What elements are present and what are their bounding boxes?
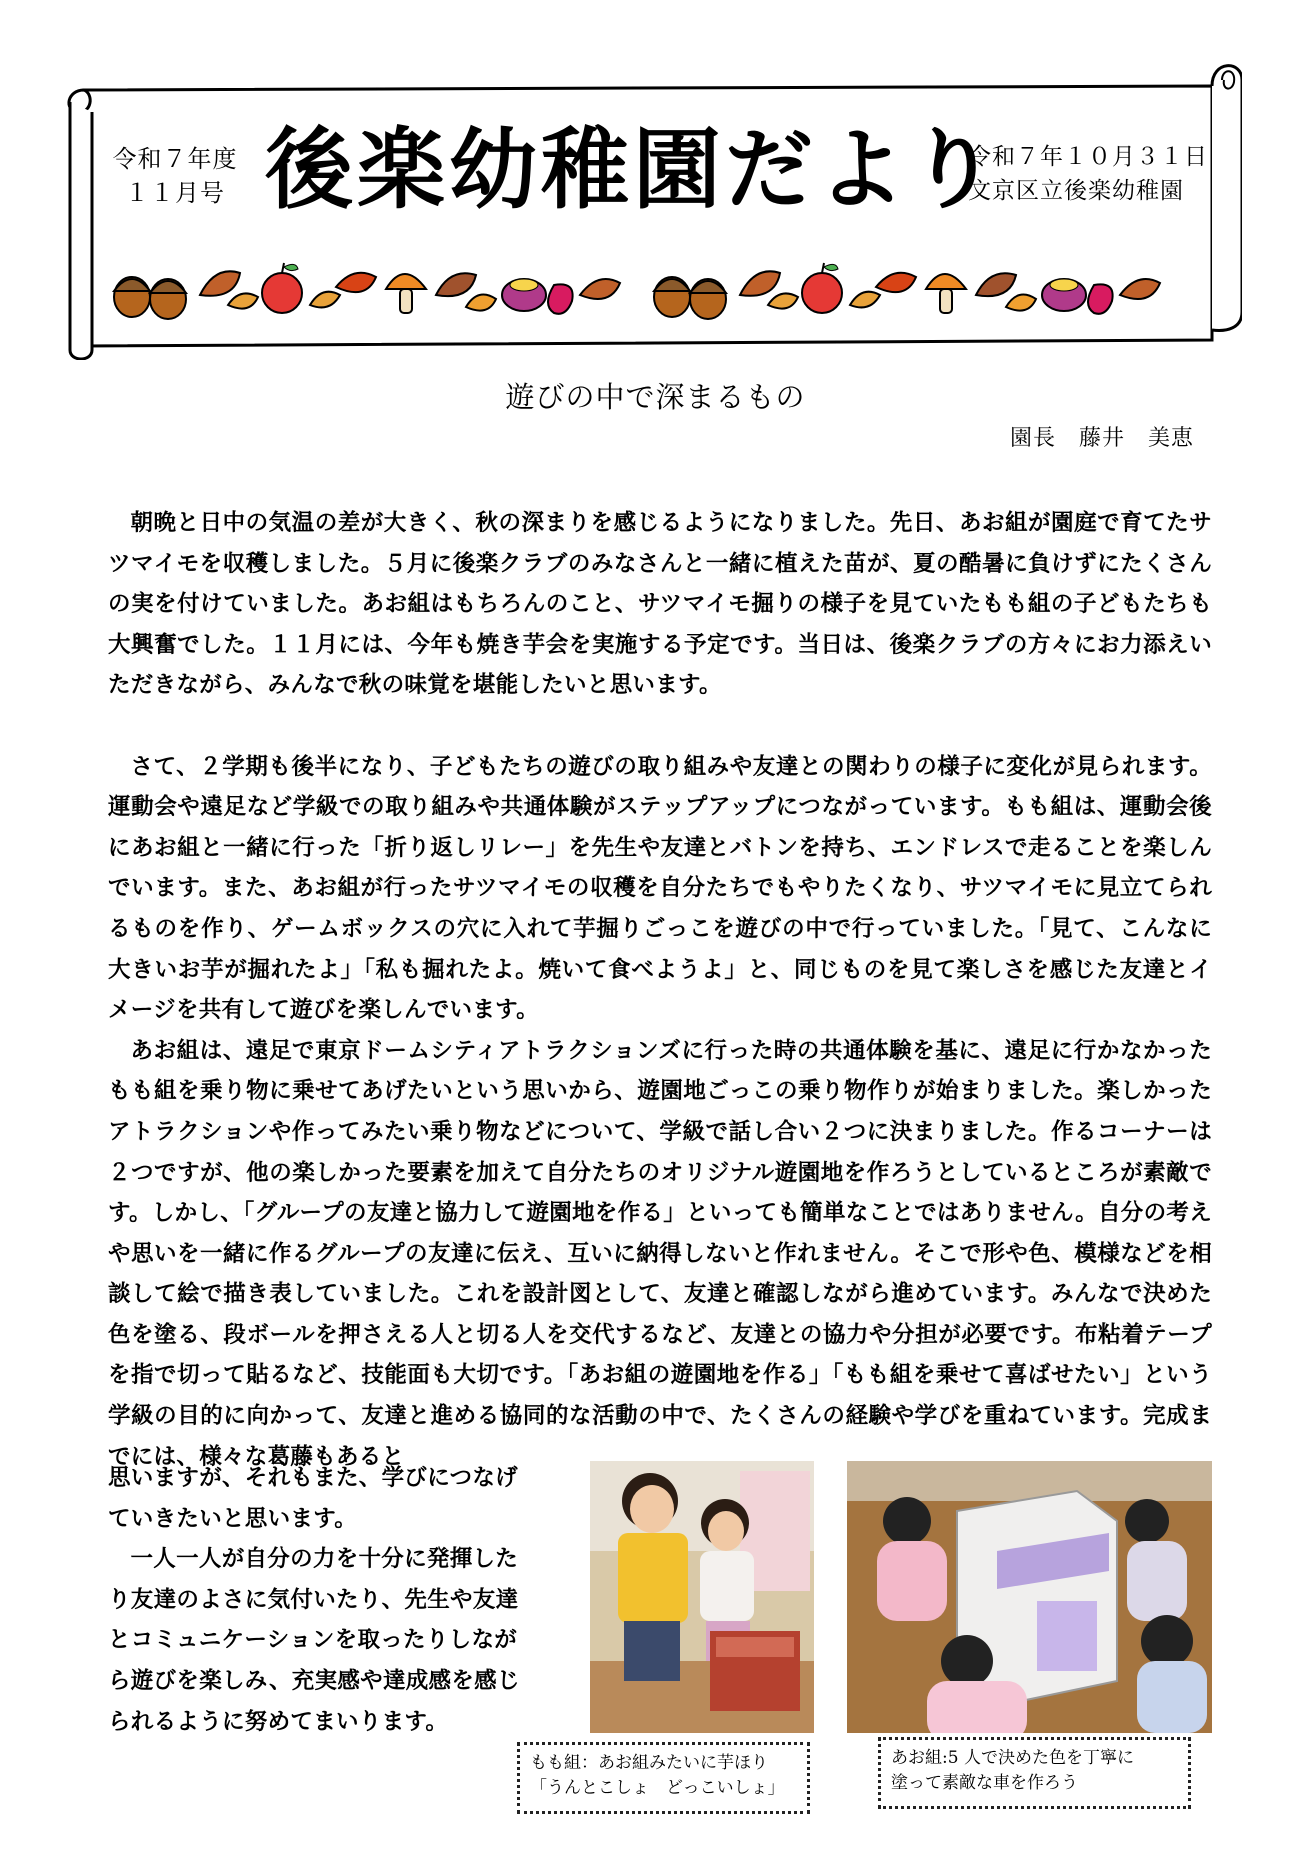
caption-line: あお組:5 人で決めた色を丁寧に xyxy=(891,1748,1134,1768)
leaf-icon xyxy=(200,271,258,308)
leaf-icon xyxy=(580,279,620,299)
article-closing xyxy=(108,1458,558,1742)
strawberry-icon xyxy=(548,284,573,313)
date-block xyxy=(968,140,1208,208)
closing-line: ていきたいと思います。 xyxy=(108,1505,358,1532)
acorn-icon xyxy=(114,277,186,319)
caption-line: もも組：あお組みたいに芋ほり xyxy=(530,1753,768,1773)
autumn-decoration xyxy=(110,255,1225,325)
publisher: 文京区立後楽幼稚園 xyxy=(968,178,1184,204)
leaf-icon xyxy=(436,273,496,310)
closing-line: 一人一人が自分の力を十分に発揮した xyxy=(130,1546,519,1573)
mushroom-icon xyxy=(386,274,426,313)
closing-line: 思いますが、それもまた、学びにつなげ xyxy=(108,1465,518,1491)
issue-number: １１月号 xyxy=(125,179,225,207)
closing-line: ら遊びを楽しみ、充実感や達成感を感じ xyxy=(108,1667,520,1694)
article-body xyxy=(108,503,1212,1477)
photo-ao-class xyxy=(847,1461,1212,1733)
paragraph: 朝晩と日中の気温の差が大きく、秋の深まりを感じるようになりました。先日、あお組が園庭で育てたサツマイモを収穫しました。５月に後楽クラブのみなさんと一緒に植えた苗が、夏の酷暑に負けずにたくさんの実を付けていました。あお組はもちろんのこと、サツマイモ掘りの様子を見ていたもも組の子どもたちも大興奮でした。１１月には、今年も焼き芋会を実施する予定です。当日は、後楽クラブの方々にお力添えいただきながら、みんなで秋の味覚を堪能したいと思います。 xyxy=(108,510,1212,699)
apple-icon xyxy=(262,263,302,313)
caption-line: 「うんとこしょ どっこいしょ」 xyxy=(530,1778,785,1798)
paragraph: あお組は、遠足で東京ドームシティアトラクションズに行った時の共通体験を基に、遠足に行かなかったもも組を乗り物に乗せてあげたいという思いから、遊園地ごっこの乗り物作りが始まりました。楽しかったアトラクションや作ってみたい乗り物などについて、学級で話し合い２つに決まりました。作るコーナーは２つですが、他の楽しかった要素を加えて自分たちのオリジナル遊園地を作ろうとしているところが素敵です。しかし、「グループの友達と協力して遊園地を作る」といっても簡単なことではありません。自分の考えや思いを一緒に作るグループの友達に伝え、互いに納得しないと作れません。そこで形や色、模様などを相談して絵で描き表していました。これを設計図として、友達と確認しながら進めています。みんなで決めた色を塗る、段ボールを押さえる人と切る人を交代するなど、友達との協力や分担が必要です。布粘着テープを指で切って貼るなど、技能面も大切です。「あお組の遊園地を作る」「もも組を乗せて喜ばせたい」という学級の目的に向かって、友達と進める協同的な活動の中で、たくさんの経験や学びを重ねています。完成までには、様々な葛藤もあると xyxy=(108,1037,1212,1470)
paragraph: さて、２学期も後半になり、子どもたちの遊びの取り組みや友達との関わりの様子に変化が見られます。運動会や遠足など学級での取り組みや共通体験がステップアップにつながっています。もも組は、運動会後にあお組と一緒に行った「折り返しリレー」を先生や友達とバトンを持ち、エンドレスで走ることを楽しんでいます。また、あお組が行ったサツマイモの収穫を自分たちでもやりたくなり、サツマイモに見立てられるものを作り、ゲームボックスの穴に入れて芋掘りごっこを遊びの中で行っていました。「見て、こんなに大きいお芋が掘れたよ」「私も掘れたよ。焼いて食べようよ」と、同じものを見て楽しさを感じた友達とイメージを共有して遊びを楽しんでいます。 xyxy=(108,753,1212,1024)
issue-year: 令和７年度 xyxy=(112,145,238,173)
photo-momo-class xyxy=(590,1461,814,1733)
closing-line: とコミュニケーションを取ったりしなが xyxy=(108,1627,518,1654)
article-author: 園長 藤井 美恵 xyxy=(1010,426,1195,451)
leaf-icon xyxy=(310,273,376,308)
issue-info xyxy=(100,142,250,210)
closing-line: られるように努めてまいります。 xyxy=(108,1708,449,1735)
article-heading: 遊びの中で深まるもの xyxy=(505,380,806,414)
issue-date: 令和７年１０月３１日 xyxy=(968,144,1208,170)
autumn-motif-group xyxy=(114,263,620,319)
newsletter-title: 後楽幼稚園だより xyxy=(265,118,1002,221)
photo-caption-momo xyxy=(517,1742,810,1814)
closing-line: り友達のよさに気付いたり、先生や友達 xyxy=(108,1586,519,1613)
photo-caption-ao xyxy=(878,1737,1191,1809)
sweet-potato-icon xyxy=(502,279,546,311)
caption-line: 塗って素敵な車を作ろう xyxy=(891,1773,1078,1793)
